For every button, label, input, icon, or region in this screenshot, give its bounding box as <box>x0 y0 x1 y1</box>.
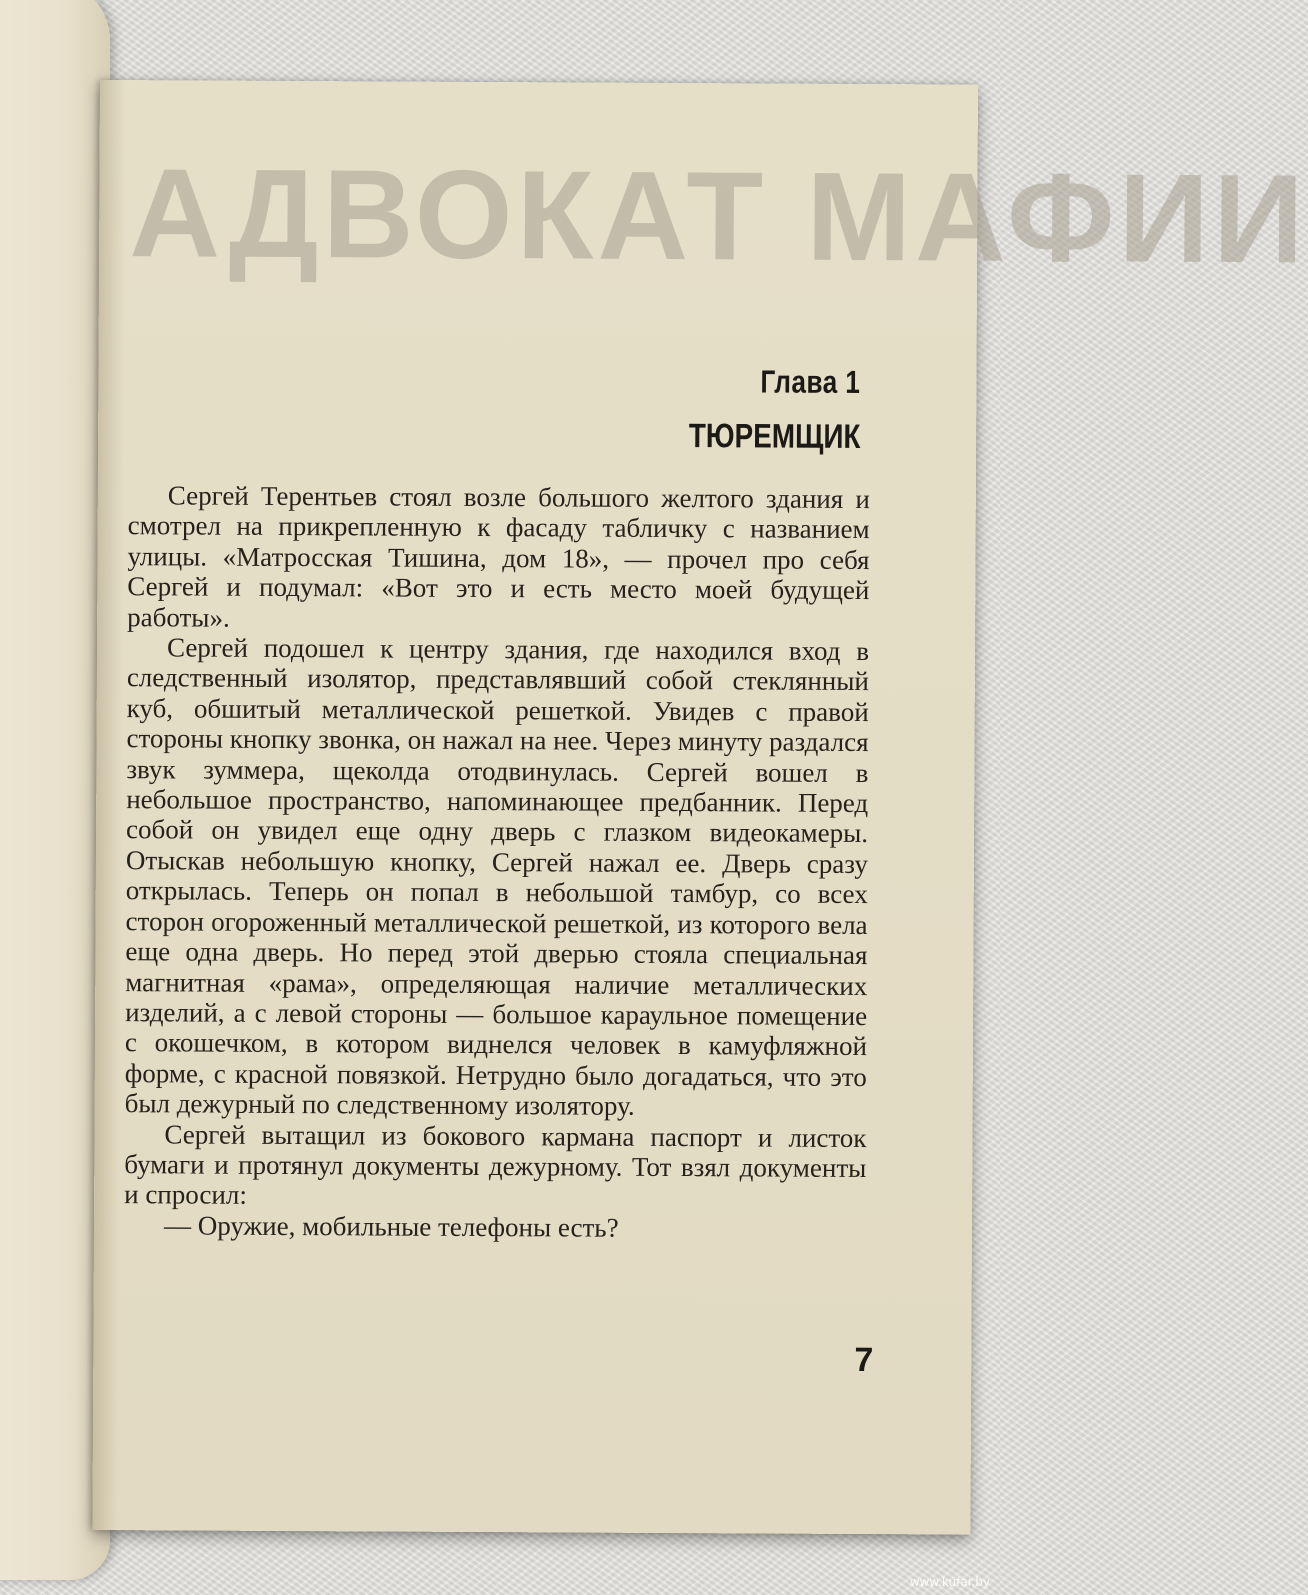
chapter-number: Глава 1 <box>760 363 861 400</box>
page-number: 7 <box>854 1340 874 1380</box>
book-page <box>92 80 1308 1535</box>
running-header: АДВОКАТ МАФИИ <box>128 142 1308 290</box>
paragraph-3: Сергей вытащил из бокового кармана паспорт и листок бумаги и протянул документы дежурному. Тот взял документы и спросил: <box>124 1118 867 1211</box>
paragraph-2: Сергей подошел к центру здания, где находился вход в следственный изолятор, представлявший собой стеклянный куб, обшитый металлической решеткой. Увидев с правой стороны кнопку звонка, он нажал на нее. Через минуту раздался звук зуммера, щеколда отодвинулась. Сергей вошел в небольшое пространство, напоминающее предбанник. Перед собой он увидел еще одну дверь с глазком видеокамеры. Отыскав небольшую кнопку, Сергей нажал ее. Дверь сразу открылась. Теперь он попал в небольшой тамбур, со всех сторон огороженный металлической решеткой, из которого вела еще одна дверь. Но перед этой дверью стояла специальная магнитная «рама», определяющая наличие металлических изделий, а с левой стороны — большое караульное помещение с окошечком, в котором виднелся человек в камуфляжной форме, с красной повязкой. Нетрудно было догадаться, что это был дежурный по следственному изолятору. <box>124 632 870 1121</box>
body-text <box>124 480 870 1244</box>
paragraph-1: Сергей Терентьев стоял возле большого желтого здания и смотрел на прикрепленную к фасаду табличку с названием улицы. «Матросская Тишина, дом 18», — прочел про себя Сергей и подумал: «Вот это и есть место моей будущей работы». <box>127 480 870 633</box>
chapter-title: ТЮРЕМЩИК <box>688 417 861 456</box>
site-watermark: www.kufar.by <box>909 1575 990 1589</box>
paragraph-4: — Оружие, мобильные телефоны есть? <box>163 1210 619 1243</box>
